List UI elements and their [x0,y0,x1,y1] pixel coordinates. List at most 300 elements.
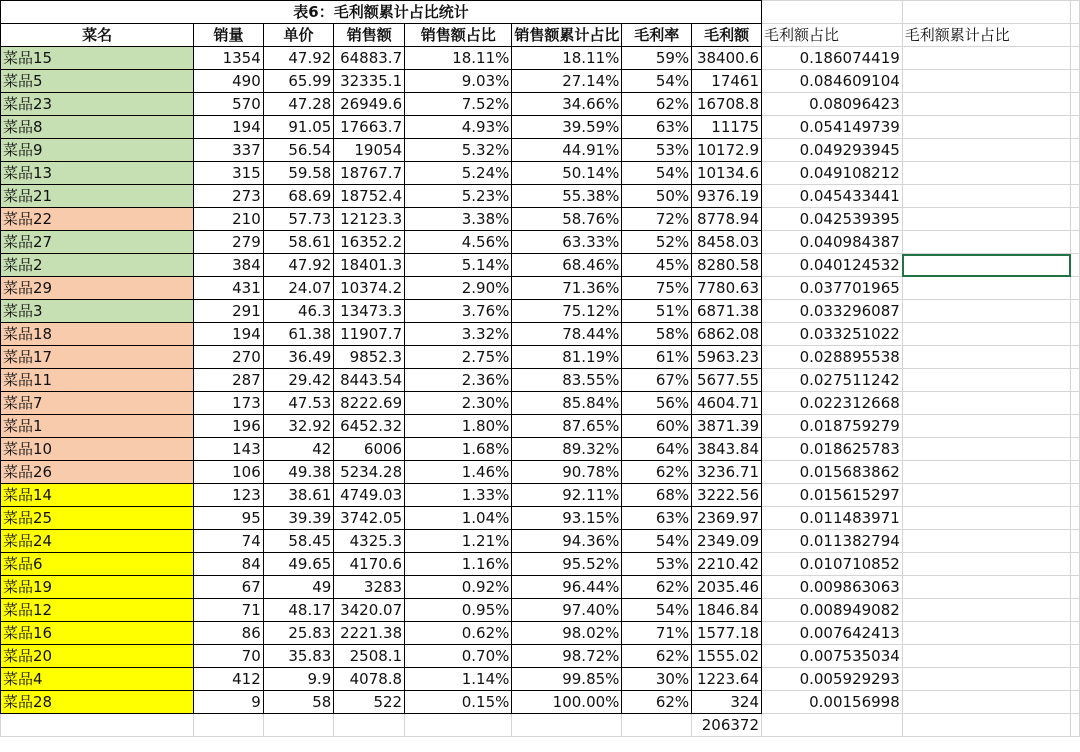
empty-cell[interactable] [1071,438,1080,461]
data-cell[interactable]: 49.65 [263,553,334,576]
dish-name-cell[interactable]: 菜品19 [1,576,194,599]
empty-cell[interactable] [1071,300,1080,323]
empty-cell[interactable] [902,461,1070,484]
data-cell[interactable]: 63% [622,507,692,530]
column-header[interactable]: 单价 [263,24,334,47]
empty-cell[interactable] [902,93,1070,116]
empty-cell[interactable] [902,139,1070,162]
data-cell[interactable]: 3420.07 [334,599,405,622]
data-cell[interactable]: 99.85% [512,668,622,691]
data-cell[interactable]: 65.99 [263,70,334,93]
data-cell[interactable]: 85.84% [512,392,622,415]
data-cell[interactable]: 2.30% [405,392,512,415]
empty-cell[interactable] [1071,461,1080,484]
data-cell[interactable]: 95.52% [512,553,622,576]
dish-name-cell[interactable]: 菜品25 [1,507,194,530]
data-cell[interactable]: 8778.94 [692,208,762,231]
data-cell[interactable]: 19054 [334,139,405,162]
data-cell[interactable]: 3843.84 [692,438,762,461]
profit-share-cell[interactable]: 0.049108212 [762,162,903,185]
data-cell[interactable]: 16708.8 [692,93,762,116]
dish-name-cell[interactable]: 菜品10 [1,438,194,461]
profit-share-cell[interactable]: 0.008949082 [762,599,903,622]
data-cell[interactable]: 50.14% [512,162,622,185]
data-cell[interactable]: 71% [622,622,692,645]
empty-cell[interactable] [1071,93,1080,116]
profit-share-cell[interactable]: 0.007642413 [762,622,903,645]
data-cell[interactable]: 279 [194,231,263,254]
empty-cell[interactable] [1,714,194,737]
data-cell[interactable]: 58.76% [512,208,622,231]
empty-cell[interactable] [1071,645,1080,668]
data-cell[interactable]: 45% [622,254,692,277]
dish-name-cell[interactable]: 菜品7 [1,392,194,415]
empty-cell[interactable] [512,714,622,737]
data-cell[interactable]: 18401.3 [334,254,405,277]
data-cell[interactable]: 87.65% [512,415,622,438]
profit-share-cell[interactable]: 0.049293945 [762,139,903,162]
data-cell[interactable]: 5.24% [405,162,512,185]
data-cell[interactable]: 3.32% [405,323,512,346]
empty-cell[interactable] [1071,714,1080,737]
data-cell[interactable]: 29.42 [263,369,334,392]
empty-cell[interactable] [762,714,903,737]
data-cell[interactable]: 53% [622,139,692,162]
empty-cell[interactable] [902,47,1070,70]
data-cell[interactable]: 54% [622,530,692,553]
empty-cell[interactable] [902,231,1070,254]
empty-cell[interactable] [334,714,405,737]
dish-name-cell[interactable]: 菜品12 [1,599,194,622]
empty-cell[interactable] [1071,1,1080,24]
data-cell[interactable]: 42 [263,438,334,461]
empty-cell[interactable] [902,116,1070,139]
data-cell[interactable]: 17461 [692,70,762,93]
empty-cell[interactable] [902,346,1070,369]
data-cell[interactable]: 78.44% [512,323,622,346]
data-cell[interactable]: 3222.56 [692,484,762,507]
empty-cell[interactable] [902,185,1070,208]
data-cell[interactable]: 32335.1 [334,70,405,93]
dish-name-cell[interactable]: 菜品9 [1,139,194,162]
empty-cell[interactable] [902,369,1070,392]
empty-cell[interactable] [762,1,903,24]
empty-cell[interactable] [902,553,1070,576]
data-cell[interactable]: 38400.6 [692,47,762,70]
empty-cell[interactable] [902,208,1070,231]
empty-cell[interactable] [194,714,263,737]
data-cell[interactable]: 4.56% [405,231,512,254]
dish-name-cell[interactable]: 菜品13 [1,162,194,185]
empty-cell[interactable] [1071,392,1080,415]
data-cell[interactable]: 44.91% [512,139,622,162]
profit-share-cell[interactable]: 0.084609104 [762,70,903,93]
dish-name-cell[interactable]: 菜品3 [1,300,194,323]
data-cell[interactable]: 2.75% [405,346,512,369]
data-cell[interactable]: 210 [194,208,263,231]
data-cell[interactable]: 25.83 [263,622,334,645]
data-cell[interactable]: 3283 [334,576,405,599]
data-cell[interactable]: 90.78% [512,461,622,484]
data-cell[interactable]: 1354 [194,47,263,70]
column-header[interactable]: 菜名 [1,24,194,47]
data-cell[interactable]: 9.9 [263,668,334,691]
data-cell[interactable]: 384 [194,254,263,277]
data-cell[interactable]: 96.44% [512,576,622,599]
data-cell[interactable]: 64883.7 [334,47,405,70]
empty-cell[interactable] [902,162,1070,185]
data-cell[interactable]: 51% [622,300,692,323]
empty-cell[interactable] [902,484,1070,507]
profit-share-cell[interactable]: 0.028895538 [762,346,903,369]
profit-share-cell[interactable]: 0.033251022 [762,323,903,346]
data-cell[interactable]: 6452.32 [334,415,405,438]
data-cell[interactable]: 11175 [692,116,762,139]
data-cell[interactable]: 52% [622,231,692,254]
data-cell[interactable]: 7780.63 [692,277,762,300]
data-cell[interactable]: 2.36% [405,369,512,392]
data-cell[interactable]: 291 [194,300,263,323]
data-cell[interactable]: 4604.71 [692,392,762,415]
empty-cell[interactable] [902,323,1070,346]
data-cell[interactable]: 9852.3 [334,346,405,369]
data-cell[interactable]: 84 [194,553,263,576]
data-cell[interactable]: 75.12% [512,300,622,323]
empty-cell[interactable] [1071,507,1080,530]
data-cell[interactable]: 4749.03 [334,484,405,507]
data-cell[interactable]: 337 [194,139,263,162]
empty-cell[interactable] [1071,415,1080,438]
data-cell[interactable]: 3742.05 [334,507,405,530]
column-header-extra[interactable]: 毛利额累计占比 [902,24,1070,47]
data-cell[interactable]: 89.32% [512,438,622,461]
dish-name-cell[interactable]: 菜品23 [1,93,194,116]
data-cell[interactable]: 0.62% [405,622,512,645]
data-cell[interactable]: 9 [194,691,263,714]
data-cell[interactable]: 0.70% [405,645,512,668]
data-cell[interactable]: 54% [622,599,692,622]
data-cell[interactable]: 1223.64 [692,668,762,691]
data-cell[interactable]: 47.92 [263,47,334,70]
profit-share-cell[interactable]: 0.054149739 [762,116,903,139]
empty-cell[interactable] [405,714,512,737]
empty-cell[interactable] [902,438,1070,461]
empty-cell[interactable] [902,622,1070,645]
data-cell[interactable]: 1.33% [405,484,512,507]
data-cell[interactable]: 324 [692,691,762,714]
data-cell[interactable]: 18.11% [512,47,622,70]
data-cell[interactable]: 92.11% [512,484,622,507]
data-cell[interactable]: 1577.18 [692,622,762,645]
data-cell[interactable]: 10134.6 [692,162,762,185]
data-cell[interactable]: 30% [622,668,692,691]
data-cell[interactable]: 9376.19 [692,185,762,208]
data-cell[interactable]: 68.46% [512,254,622,277]
data-cell[interactable]: 2210.42 [692,553,762,576]
data-cell[interactable]: 67% [622,369,692,392]
table-title[interactable]: 表6：毛利额累计占比统计 [1,1,762,24]
data-cell[interactable]: 431 [194,277,263,300]
data-cell[interactable]: 83.55% [512,369,622,392]
data-cell[interactable]: 10172.9 [692,139,762,162]
dish-name-cell[interactable]: 菜品20 [1,645,194,668]
total-cell[interactable]: 206372 [692,714,762,737]
data-cell[interactable]: 0.95% [405,599,512,622]
data-cell[interactable]: 1.46% [405,461,512,484]
data-cell[interactable]: 5.14% [405,254,512,277]
data-cell[interactable]: 50% [622,185,692,208]
data-cell[interactable]: 5677.55 [692,369,762,392]
empty-cell[interactable] [1071,691,1080,714]
data-cell[interactable]: 412 [194,668,263,691]
data-cell[interactable]: 4.93% [405,116,512,139]
data-cell[interactable]: 62% [622,576,692,599]
data-cell[interactable]: 490 [194,70,263,93]
data-cell[interactable]: 68% [622,484,692,507]
data-cell[interactable]: 98.72% [512,645,622,668]
data-cell[interactable]: 63% [622,116,692,139]
data-cell[interactable]: 0.15% [405,691,512,714]
data-cell[interactable]: 4170.6 [334,553,405,576]
data-cell[interactable]: 56.54 [263,139,334,162]
data-cell[interactable]: 106 [194,461,263,484]
data-cell[interactable]: 61% [622,346,692,369]
profit-share-cell[interactable]: 0.00156998 [762,691,903,714]
empty-cell[interactable] [902,415,1070,438]
data-cell[interactable]: 1.21% [405,530,512,553]
data-cell[interactable]: 143 [194,438,263,461]
data-cell[interactable]: 4078.8 [334,668,405,691]
dish-name-cell[interactable]: 菜品29 [1,277,194,300]
data-cell[interactable]: 5.32% [405,139,512,162]
data-cell[interactable]: 32.92 [263,415,334,438]
profit-share-cell[interactable]: 0.08096423 [762,93,903,116]
data-cell[interactable]: 38.61 [263,484,334,507]
empty-cell[interactable] [1071,116,1080,139]
data-cell[interactable]: 91.05 [263,116,334,139]
empty-cell[interactable] [1071,346,1080,369]
data-cell[interactable]: 8458.03 [692,231,762,254]
data-cell[interactable]: 63.33% [512,231,622,254]
profit-share-cell[interactable]: 0.045433441 [762,185,903,208]
data-cell[interactable]: 1.04% [405,507,512,530]
data-cell[interactable]: 57.73 [263,208,334,231]
data-cell[interactable]: 59.58 [263,162,334,185]
data-cell[interactable]: 71.36% [512,277,622,300]
empty-cell[interactable] [1071,530,1080,553]
empty-cell[interactable] [1071,576,1080,599]
profit-share-cell[interactable]: 0.009863063 [762,576,903,599]
data-cell[interactable]: 2.90% [405,277,512,300]
data-cell[interactable]: 10374.2 [334,277,405,300]
data-cell[interactable]: 315 [194,162,263,185]
empty-cell[interactable] [1071,139,1080,162]
profit-share-cell[interactable]: 0.040984387 [762,231,903,254]
profit-share-cell[interactable]: 0.037701965 [762,277,903,300]
data-cell[interactable]: 13473.3 [334,300,405,323]
data-cell[interactable]: 12123.3 [334,208,405,231]
empty-cell[interactable] [902,668,1070,691]
profit-share-cell[interactable]: 0.027511242 [762,369,903,392]
dish-name-cell[interactable]: 菜品14 [1,484,194,507]
data-cell[interactable]: 3.76% [405,300,512,323]
column-header[interactable]: 毛利额 [692,24,762,47]
profit-share-cell[interactable]: 0.040124532 [762,254,903,277]
data-cell[interactable]: 94.36% [512,530,622,553]
column-header[interactable]: 销售额占比 [405,24,512,47]
empty-cell[interactable] [622,714,692,737]
data-cell[interactable]: 54% [622,70,692,93]
data-cell[interactable]: 64% [622,438,692,461]
data-cell[interactable]: 4325.3 [334,530,405,553]
data-cell[interactable]: 5234.28 [334,461,405,484]
data-cell[interactable]: 61.38 [263,323,334,346]
data-cell[interactable]: 49 [263,576,334,599]
column-header[interactable]: 销售额 [334,24,405,47]
data-cell[interactable]: 570 [194,93,263,116]
data-cell[interactable]: 62% [622,93,692,116]
data-cell[interactable]: 62% [622,691,692,714]
empty-cell[interactable] [1071,162,1080,185]
empty-cell[interactable] [1071,185,1080,208]
profit-share-cell[interactable]: 0.015615297 [762,484,903,507]
data-cell[interactable]: 39.59% [512,116,622,139]
data-cell[interactable]: 47.28 [263,93,334,116]
data-cell[interactable]: 58.45 [263,530,334,553]
data-cell[interactable]: 97.40% [512,599,622,622]
data-cell[interactable]: 62% [622,461,692,484]
empty-cell[interactable] [1071,231,1080,254]
data-cell[interactable]: 24.07 [263,277,334,300]
data-cell[interactable]: 39.39 [263,507,334,530]
empty-cell[interactable] [902,277,1070,300]
empty-cell[interactable] [1071,70,1080,93]
data-cell[interactable]: 100.00% [512,691,622,714]
empty-cell[interactable] [902,530,1070,553]
data-cell[interactable]: 1.14% [405,668,512,691]
data-cell[interactable]: 8443.54 [334,369,405,392]
data-cell[interactable]: 58% [622,323,692,346]
data-cell[interactable]: 81.19% [512,346,622,369]
data-cell[interactable]: 46.3 [263,300,334,323]
profit-share-cell[interactable]: 0.018759279 [762,415,903,438]
empty-cell[interactable] [1071,254,1080,277]
data-cell[interactable]: 2349.09 [692,530,762,553]
data-cell[interactable]: 6871.38 [692,300,762,323]
empty-cell[interactable] [1071,24,1080,47]
empty-cell[interactable] [1071,277,1080,300]
empty-cell[interactable] [902,599,1070,622]
data-cell[interactable]: 68.69 [263,185,334,208]
data-cell[interactable]: 70 [194,645,263,668]
data-cell[interactable]: 58 [263,691,334,714]
data-cell[interactable]: 35.83 [263,645,334,668]
profit-share-cell[interactable]: 0.011483971 [762,507,903,530]
data-cell[interactable]: 75% [622,277,692,300]
dish-name-cell[interactable]: 菜品15 [1,47,194,70]
data-cell[interactable]: 49.38 [263,461,334,484]
profit-share-cell[interactable]: 0.033296087 [762,300,903,323]
data-cell[interactable]: 7.52% [405,93,512,116]
data-cell[interactable]: 173 [194,392,263,415]
column-header[interactable]: 销售额累计占比 [512,24,622,47]
data-cell[interactable]: 9.03% [405,70,512,93]
data-cell[interactable]: 26949.6 [334,93,405,116]
profit-share-cell[interactable]: 0.007535034 [762,645,903,668]
empty-cell[interactable] [1071,599,1080,622]
dish-name-cell[interactable]: 菜品17 [1,346,194,369]
dish-name-cell[interactable]: 菜品8 [1,116,194,139]
data-cell[interactable]: 2508.1 [334,645,405,668]
empty-cell[interactable] [902,645,1070,668]
empty-cell[interactable] [1071,369,1080,392]
data-cell[interactable]: 270 [194,346,263,369]
dish-name-cell[interactable]: 菜品18 [1,323,194,346]
profit-share-cell[interactable]: 0.011382794 [762,530,903,553]
profit-share-cell[interactable]: 0.022312668 [762,392,903,415]
dish-name-cell[interactable]: 菜品21 [1,185,194,208]
data-cell[interactable]: 95 [194,507,263,530]
dish-name-cell[interactable]: 菜品28 [1,691,194,714]
empty-cell[interactable] [902,1,1070,24]
selected-cell[interactable] [902,254,1070,277]
data-cell[interactable]: 56% [622,392,692,415]
data-cell[interactable]: 522 [334,691,405,714]
data-cell[interactable]: 3871.39 [692,415,762,438]
data-cell[interactable]: 48.17 [263,599,334,622]
data-cell[interactable]: 273 [194,185,263,208]
profit-share-cell[interactable]: 0.042539395 [762,208,903,231]
column-header-extra[interactable]: 毛利额占比 [762,24,903,47]
data-cell[interactable]: 16352.2 [334,231,405,254]
empty-cell[interactable] [902,392,1070,415]
data-cell[interactable]: 194 [194,116,263,139]
empty-cell[interactable] [1071,47,1080,70]
data-cell[interactable]: 2035.46 [692,576,762,599]
data-cell[interactable]: 59% [622,47,692,70]
data-cell[interactable]: 6006 [334,438,405,461]
data-cell[interactable]: 60% [622,415,692,438]
data-cell[interactable]: 17663.7 [334,116,405,139]
dish-name-cell[interactable]: 菜品22 [1,208,194,231]
empty-cell[interactable] [902,300,1070,323]
data-cell[interactable]: 123 [194,484,263,507]
profit-share-cell[interactable]: 0.018625783 [762,438,903,461]
empty-cell[interactable] [1071,622,1080,645]
profit-share-cell[interactable]: 0.005929293 [762,668,903,691]
data-cell[interactable]: 62% [622,645,692,668]
empty-cell[interactable] [902,70,1070,93]
data-cell[interactable]: 196 [194,415,263,438]
data-cell[interactable]: 8280.58 [692,254,762,277]
data-cell[interactable]: 1.16% [405,553,512,576]
data-cell[interactable]: 72% [622,208,692,231]
data-cell[interactable]: 1555.02 [692,645,762,668]
empty-cell[interactable] [902,714,1070,737]
empty-cell[interactable] [902,576,1070,599]
empty-cell[interactable] [1071,323,1080,346]
empty-cell[interactable] [902,691,1070,714]
dish-name-cell[interactable]: 菜品26 [1,461,194,484]
profit-share-cell[interactable]: 0.186074419 [762,47,903,70]
dish-name-cell[interactable]: 菜品2 [1,254,194,277]
dish-name-cell[interactable]: 菜品16 [1,622,194,645]
profit-share-cell[interactable]: 0.010710852 [762,553,903,576]
data-cell[interactable]: 8222.69 [334,392,405,415]
data-cell[interactable]: 36.49 [263,346,334,369]
data-cell[interactable]: 18767.7 [334,162,405,185]
data-cell[interactable]: 0.92% [405,576,512,599]
